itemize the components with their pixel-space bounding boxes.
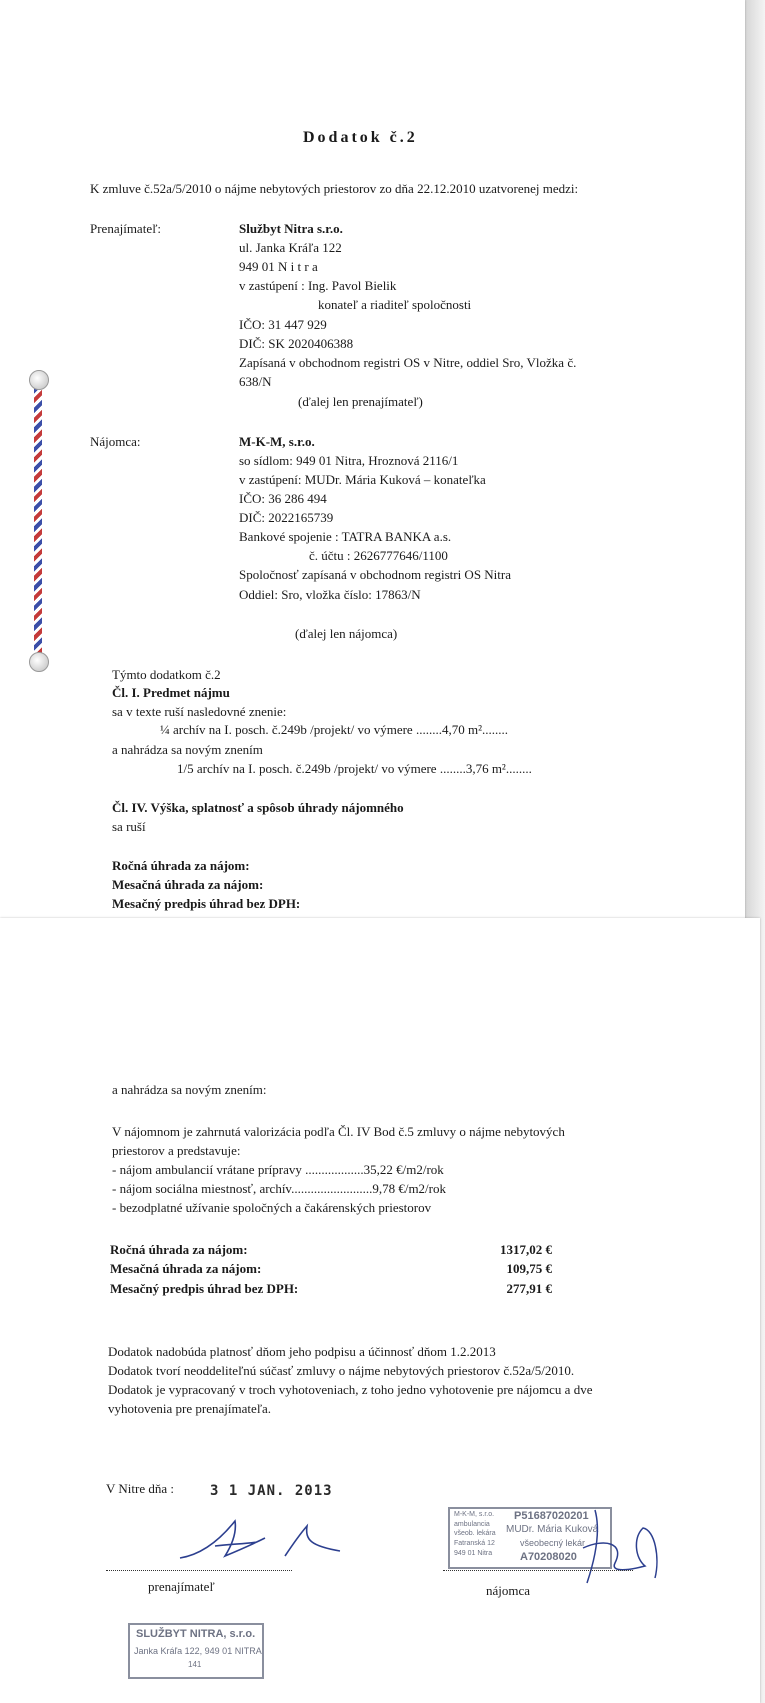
stamp-role: všeobecný lekár [520, 1538, 586, 1548]
date-stamp: 3 1 JAN. 2013 [210, 1483, 333, 1499]
tenant-signature-line [443, 1569, 633, 1571]
old-annual-label: Ročná úhrada za nájom: [112, 858, 250, 873]
validity-line-2: Dodatok tvorí neoddeliteľnú súčasť zmluvy o nájme nebytových priestorov č.52a/5/2010. [108, 1363, 575, 1378]
prescription-label: Mesačný predpis úhrad bez DPH: [110, 1281, 299, 1296]
article-1-cancel: sa v texte ruší nasledovné znenie: [112, 704, 287, 719]
article-1-old: ¼ archív na I. posch. č.249b /projekt/ vo výmere ........4,70 m²........ [160, 722, 508, 737]
stamp-address: Janka Kráľa 122, 949 01 NITRA [134, 1646, 262, 1656]
old-prescription-label: Mesačný predpis úhrad bez DPH: [112, 896, 301, 911]
tenant-ico: IČO: 36 286 494 [239, 491, 327, 506]
stamp-code-2: A70208020 [520, 1551, 577, 1563]
annual-rent-label: Ročná úhrada za nájom: [110, 1242, 248, 1257]
annual-rent-value: 1317,02 € [500, 1242, 552, 1257]
stamp-company: SLUŽBYT NITRA, s.r.o. [136, 1628, 256, 1640]
landlord-rep: v zastúpení : Ing. Pavol Bielik [239, 278, 397, 293]
binding-knob-bottom [29, 652, 49, 672]
stamp-left-line-5: 949 01 Nitra [454, 1550, 493, 1557]
article-1-title: Čl. I. Predmet nájmu [112, 685, 230, 700]
landlord-dic: DIČ: SK 2020406388 [239, 336, 354, 351]
stamp-number: 141 [188, 1660, 202, 1669]
validity-line-4: vyhotovenia pre prenajímateľa. [108, 1401, 272, 1416]
validity-line-1: Dodatok nadobúda platnosť dňom jeho podpisu a účinnosť dňom 1.2.2013 [108, 1344, 496, 1359]
tenant-rep: v zastúpení: MUDr. Mária Kuková – konateľka [239, 472, 486, 487]
stamp-left-line-4: Fatranská 12 [454, 1540, 495, 1547]
rent-item-3: - bezodplatné užívanie spoločných a čakárenských priestorov [112, 1200, 432, 1215]
landlord-alias: (ďalej len prenajímateľ) [298, 394, 423, 409]
stamp-doctor: MUDr. Mária Kuková [506, 1524, 599, 1535]
stamp-code: P51687020201 [514, 1510, 589, 1522]
landlord-signature-line [106, 1569, 292, 1571]
amendment-intro: Týmto dodatkom č.2 [112, 667, 221, 682]
tenant-name: M-K-M, s.r.o. [239, 434, 315, 449]
tenant-signature [575, 1508, 665, 1588]
intro-text: K zmluve č.52a/5/2010 o nájme nebytových priestorov zo dňa 22.12.2010 uzatvorenej medzi: [90, 181, 579, 196]
landlord-signature [175, 1516, 345, 1566]
landlord-city: 949 01 N i t r a [239, 259, 318, 274]
tenant-account: č. účtu : 2626777646/1100 [309, 548, 448, 563]
place-date-label: V Nitre dňa : [106, 1481, 174, 1496]
tenant-dic: DIČ: 2022165739 [239, 510, 334, 525]
article-1-new: 1/5 archív na I. posch. č.249b /projekt/ vo výmere ........3,76 m²........ [177, 761, 532, 776]
binding-cord [34, 378, 42, 661]
landlord-name: Službyt Nitra s.r.o. [239, 221, 343, 236]
article-4-title: Čl. IV. Výška, splatnosť a spôsob úhrady nájomného [112, 800, 404, 815]
stamp-left-line-2: ambulancia [454, 1521, 490, 1528]
landlord-street: ul. Janka Kráľa 122 [239, 240, 342, 255]
binding-knob-top [29, 370, 49, 390]
prescription-value: 277,91 € [506, 1281, 552, 1296]
landlord-label: Prenajímateľ: [90, 221, 161, 236]
rent-item-1: - nájom ambulancií vrátane prípravy ..................35,22 €/m2/rok [112, 1162, 444, 1177]
replace-text: a nahrádza sa novým znením: [112, 1082, 267, 1097]
document-page-2 [0, 918, 760, 1703]
landlord-ico: IČO: 31 447 929 [239, 317, 327, 332]
validity-line-3: Dodatok je vypracovaný v troch vyhotoveniach, z toho jedno vyhotovenie pre nájomcu a dve [108, 1382, 593, 1397]
old-monthly-label: Mesačná úhrada za nájom: [112, 877, 264, 892]
valorization-line-1: V nájomnom je zahrnutá valorizácia podľa Čl. IV Bod č.5 zmluvy o nájme nebytových [112, 1124, 565, 1139]
landlord-stamp [128, 1623, 264, 1679]
landlord-signature-label: prenajímateľ [148, 1579, 215, 1594]
article-1-replace: a nahrádza sa novým znením [112, 742, 263, 757]
article-4-cancel: sa ruší [112, 819, 146, 834]
rent-item-2: - nájom sociálna miestnosť, archív.........................9,78 €/m2/rok [112, 1181, 446, 1196]
tenant-seat: so sídlom: 949 01 Nitra, Hroznová 2116/1 [239, 453, 459, 468]
tenant-label: Nájomca: [90, 434, 141, 449]
tenant-bank: Bankové spojenie : TATRA BANKA a.s. [239, 529, 452, 544]
stamp-left-line-3: všeob. lekára [454, 1530, 496, 1537]
tenant-section: Oddiel: Sro, vložka číslo: 17863/N [239, 587, 421, 602]
valorization-line-2: priestorov a predstavuje: [112, 1143, 241, 1158]
document-title: Dodatok č.2 [303, 129, 418, 146]
landlord-register-no: 638/N [239, 374, 272, 389]
tenant-alias: (ďalej len nájomca) [295, 626, 398, 641]
stamp-left-line-1: M-K-M, s.r.o. [454, 1511, 495, 1518]
tenant-register: Spoločnosť zapísaná v obchodnom registri OS Nitra [239, 567, 512, 582]
monthly-rent-label: Mesačná úhrada za nájom: [110, 1261, 262, 1276]
monthly-rent-value: 109,75 € [506, 1261, 552, 1276]
landlord-rep-role: konateľ a riaditeľ spoločnosti [318, 297, 472, 312]
tenant-signature-label: nájomca [486, 1583, 531, 1598]
landlord-register: Zapísaná v obchodnom registri OS v Nitre, oddiel Sro, Vložka č. [239, 355, 577, 370]
